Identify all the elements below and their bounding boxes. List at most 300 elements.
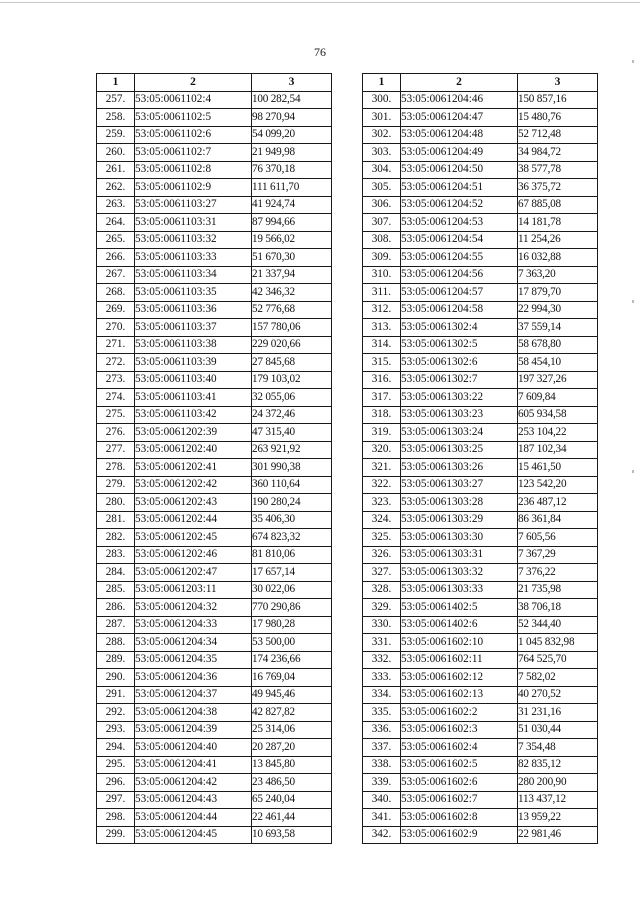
row-number-cell: 322. — [363, 476, 401, 494]
row-number-cell: 272. — [97, 354, 135, 372]
row-number-cell: 289. — [97, 651, 135, 669]
row-number-cell: 337. — [363, 739, 401, 757]
cadastral-number-cell: 53:05:0061204:32 — [135, 599, 252, 617]
table-row — [363, 389, 598, 407]
column-header-number: 1 — [363, 74, 401, 92]
cadastral-number-cell: 53:05:0061102:7 — [135, 144, 252, 162]
value-cell: 22 461,44 — [252, 809, 332, 827]
value-cell: 280 200,90 — [518, 774, 598, 792]
value-cell: 10 693,58 — [252, 826, 332, 844]
cadastral-number-cell: 53:05:0061204:56 — [401, 266, 518, 284]
table-row — [363, 301, 598, 319]
cadastral-number-cell: 53:05:0061204:47 — [401, 109, 518, 127]
cadastral-number-cell: 53:05:0061602:7 — [401, 791, 518, 809]
value-cell: 7 609,84 — [518, 389, 598, 407]
table-row — [363, 739, 598, 757]
cadastral-number-cell: 53:05:0061303:27 — [401, 476, 518, 494]
row-number-cell: 321. — [363, 459, 401, 477]
row-number-cell: 275. — [97, 406, 135, 424]
row-number-cell: 336. — [363, 721, 401, 739]
table-row — [97, 564, 332, 582]
table-row — [97, 249, 332, 267]
value-cell: 51 670,30 — [252, 249, 332, 267]
table-row — [97, 196, 332, 214]
row-number-cell: 277. — [97, 441, 135, 459]
table-row — [97, 581, 332, 599]
value-cell: 15 461,50 — [518, 459, 598, 477]
table-row — [97, 809, 332, 827]
cadastral-number-cell: 53:05:0061303:26 — [401, 459, 518, 477]
row-number-cell: 342. — [363, 826, 401, 844]
table-row — [97, 494, 332, 512]
table-row — [97, 179, 332, 197]
table-row — [363, 669, 598, 687]
cadastral-number-cell: 53:05:0061102:5 — [135, 109, 252, 127]
table-row — [97, 704, 332, 722]
row-number-cell: 270. — [97, 319, 135, 337]
table-row — [97, 651, 332, 669]
parcel-table-left — [96, 73, 332, 844]
table-row — [363, 249, 598, 267]
table-row — [363, 494, 598, 512]
table-row — [363, 809, 598, 827]
row-number-cell: 263. — [97, 196, 135, 214]
value-cell: 11 254,26 — [518, 231, 598, 249]
value-cell: 17 879,70 — [518, 284, 598, 302]
table-row — [363, 564, 598, 582]
table-row — [97, 336, 332, 354]
table-row — [363, 336, 598, 354]
table-row — [97, 774, 332, 792]
table-row — [363, 546, 598, 564]
cadastral-number-cell: 53:05:0061303:24 — [401, 424, 518, 442]
column-header-cadastral-number: 2 — [401, 74, 518, 92]
cadastral-number-cell: 53:05:0061204:43 — [135, 791, 252, 809]
table-row — [363, 231, 598, 249]
table-row — [97, 826, 332, 844]
table-row — [363, 721, 598, 739]
table-row — [97, 599, 332, 617]
table-row — [97, 389, 332, 407]
cadastral-number-cell: 53:05:0061103:31 — [135, 214, 252, 232]
table-row — [363, 161, 598, 179]
value-cell: 30 022,06 — [252, 581, 332, 599]
cadastral-number-cell: 53:05:0061303:29 — [401, 511, 518, 529]
value-cell: 150 857,16 — [518, 91, 598, 109]
table-row — [363, 651, 598, 669]
row-number-cell: 330. — [363, 616, 401, 634]
row-number-cell: 323. — [363, 494, 401, 512]
value-cell: 82 835,12 — [518, 756, 598, 774]
value-cell: 54 099,20 — [252, 126, 332, 144]
table-row — [363, 581, 598, 599]
value-cell: 52 344,40 — [518, 616, 598, 634]
value-cell: 25 314,06 — [252, 721, 332, 739]
value-cell: 15 480,76 — [518, 109, 598, 127]
cadastral-number-cell: 53:05:0061204:54 — [401, 231, 518, 249]
value-cell: 37 559,14 — [518, 319, 598, 337]
row-number-cell: 260. — [97, 144, 135, 162]
row-number-cell: 314. — [363, 336, 401, 354]
table-row — [97, 371, 332, 389]
cadastral-number-cell: 53:05:0061102:6 — [135, 126, 252, 144]
row-number-cell: 327. — [363, 564, 401, 582]
table-row — [363, 196, 598, 214]
value-cell: 13 845,80 — [252, 756, 332, 774]
table-row — [363, 109, 598, 127]
row-number-cell: 265. — [97, 231, 135, 249]
table-row — [97, 266, 332, 284]
table-row — [97, 284, 332, 302]
row-number-cell: 326. — [363, 546, 401, 564]
row-number-cell: 294. — [97, 739, 135, 757]
value-cell: 1 045 832,98 — [518, 634, 598, 652]
value-cell: 179 103,02 — [252, 371, 332, 389]
cadastral-number-cell: 53:05:0061202:40 — [135, 441, 252, 459]
value-cell: 52 712,48 — [518, 126, 598, 144]
table-row — [363, 616, 598, 634]
cadastral-number-cell: 53:05:0061302:7 — [401, 371, 518, 389]
cadastral-number-cell: 53:05:0061204:40 — [135, 739, 252, 757]
table-row — [363, 144, 598, 162]
row-number-cell: 301. — [363, 109, 401, 127]
row-number-cell: 332. — [363, 651, 401, 669]
cadastral-number-cell: 53:05:0061602:10 — [401, 634, 518, 652]
row-number-cell: 282. — [97, 529, 135, 547]
table-row — [363, 826, 598, 844]
table-row — [363, 686, 598, 704]
table-row — [363, 529, 598, 547]
cadastral-number-cell: 53:05:0061204:42 — [135, 774, 252, 792]
table-row — [97, 319, 332, 337]
table-row — [363, 511, 598, 529]
value-cell: 17 980,28 — [252, 616, 332, 634]
cadastral-number-cell: 53:05:0061103:42 — [135, 406, 252, 424]
value-cell: 16 032,88 — [518, 249, 598, 267]
row-number-cell: 280. — [97, 494, 135, 512]
row-number-cell: 286. — [97, 599, 135, 617]
value-cell: 100 282,54 — [252, 91, 332, 109]
cadastral-number-cell: 53:05:0061602:12 — [401, 669, 518, 687]
cadastral-number-cell: 53:05:0061202:41 — [135, 459, 252, 477]
table-row — [97, 791, 332, 809]
table-row — [97, 739, 332, 757]
cadastral-number-cell: 53:05:0061303:28 — [401, 494, 518, 512]
table-row — [97, 161, 332, 179]
cadastral-number-cell: 53:05:0061103:36 — [135, 301, 252, 319]
row-number-cell: 292. — [97, 704, 135, 722]
row-number-cell: 257. — [97, 91, 135, 109]
cadastral-number-cell: 53:05:0061602:6 — [401, 774, 518, 792]
cadastral-number-cell: 53:05:0061204:37 — [135, 686, 252, 704]
value-cell: 27 845,68 — [252, 354, 332, 372]
value-cell: 38 577,78 — [518, 161, 598, 179]
row-number-cell: 276. — [97, 424, 135, 442]
cadastral-number-cell: 53:05:0061602:8 — [401, 809, 518, 827]
value-cell: 38 706,18 — [518, 599, 598, 617]
row-number-cell: 331. — [363, 634, 401, 652]
table-row — [97, 441, 332, 459]
row-number-cell: 312. — [363, 301, 401, 319]
value-cell: 53 500,00 — [252, 634, 332, 652]
row-number-cell: 278. — [97, 459, 135, 477]
table-row — [97, 301, 332, 319]
value-cell: 22 994,30 — [518, 301, 598, 319]
value-cell: 22 981,46 — [518, 826, 598, 844]
row-number-cell: 271. — [97, 336, 135, 354]
cadastral-number-cell: 53:05:0061202:43 — [135, 494, 252, 512]
cadastral-number-cell: 53:05:0061204:33 — [135, 616, 252, 634]
value-cell: 81 810,06 — [252, 546, 332, 564]
row-number-cell: 266. — [97, 249, 135, 267]
table-row — [97, 756, 332, 774]
value-cell: 24 372,46 — [252, 406, 332, 424]
table-row — [363, 354, 598, 372]
row-number-cell: 293. — [97, 721, 135, 739]
value-cell: 157 780,06 — [252, 319, 332, 337]
row-number-cell: 290. — [97, 669, 135, 687]
cadastral-number-cell: 53:05:0061103:37 — [135, 319, 252, 337]
cadastral-number-cell: 53:05:0061402:6 — [401, 616, 518, 634]
value-cell: 190 280,24 — [252, 494, 332, 512]
scan-margin-mark — [632, 300, 634, 303]
row-number-cell: 319. — [363, 424, 401, 442]
value-cell: 301 990,38 — [252, 459, 332, 477]
row-number-cell: 298. — [97, 809, 135, 827]
row-number-cell: 311. — [363, 284, 401, 302]
value-cell: 7 354,48 — [518, 739, 598, 757]
column-header-cadastral-number: 2 — [135, 74, 252, 92]
cadastral-number-cell: 53:05:0061204:44 — [135, 809, 252, 827]
scan-margin-mark — [632, 60, 634, 63]
column-header-value: 3 — [518, 74, 598, 92]
value-cell: 14 181,78 — [518, 214, 598, 232]
table-row — [363, 704, 598, 722]
cadastral-number-cell: 53:05:0061103:40 — [135, 371, 252, 389]
value-cell: 67 885,08 — [518, 196, 598, 214]
table-row — [97, 476, 332, 494]
value-cell: 19 566,02 — [252, 231, 332, 249]
row-number-cell: 264. — [97, 214, 135, 232]
row-number-cell: 316. — [363, 371, 401, 389]
cadastral-number-cell: 53:05:0061204:41 — [135, 756, 252, 774]
row-number-cell: 334. — [363, 686, 401, 704]
cadastral-number-cell: 53:05:0061103:32 — [135, 231, 252, 249]
value-cell: 52 776,68 — [252, 301, 332, 319]
page-number: 76 — [314, 45, 326, 59]
row-number-cell: 339. — [363, 774, 401, 792]
row-number-cell: 291. — [97, 686, 135, 704]
value-cell: 174 236,66 — [252, 651, 332, 669]
cadastral-number-cell: 53:05:0061103:41 — [135, 389, 252, 407]
value-cell: 51 030,44 — [518, 721, 598, 739]
cadastral-number-cell: 53:05:0061602:5 — [401, 756, 518, 774]
row-number-cell: 325. — [363, 529, 401, 547]
row-number-cell: 279. — [97, 476, 135, 494]
value-cell: 86 361,84 — [518, 511, 598, 529]
value-cell: 65 240,04 — [252, 791, 332, 809]
cadastral-number-cell: 53:05:0061303:22 — [401, 389, 518, 407]
value-cell: 21 735,98 — [518, 581, 598, 599]
row-number-cell: 341. — [363, 809, 401, 827]
row-number-cell: 267. — [97, 266, 135, 284]
value-cell: 7 363,20 — [518, 266, 598, 284]
cadastral-number-cell: 53:05:0061602:13 — [401, 686, 518, 704]
value-cell: 764 525,70 — [518, 651, 598, 669]
table-row — [97, 546, 332, 564]
cadastral-number-cell: 53:05:0061302:6 — [401, 354, 518, 372]
table-row — [363, 756, 598, 774]
table-row — [363, 634, 598, 652]
value-cell: 21 337,94 — [252, 266, 332, 284]
row-number-cell: 307. — [363, 214, 401, 232]
table-row — [363, 266, 598, 284]
cadastral-number-cell: 53:05:0061204:58 — [401, 301, 518, 319]
cadastral-number-cell: 53:05:0061103:35 — [135, 284, 252, 302]
value-cell: 674 823,32 — [252, 529, 332, 547]
row-number-cell: 313. — [363, 319, 401, 337]
row-number-cell: 318. — [363, 406, 401, 424]
cadastral-number-cell: 53:05:0061202:46 — [135, 546, 252, 564]
value-cell: 13 959,22 — [518, 809, 598, 827]
cadastral-number-cell: 53:05:0061103:34 — [135, 266, 252, 284]
cadastral-number-cell: 53:05:0061602:3 — [401, 721, 518, 739]
row-number-cell: 283. — [97, 546, 135, 564]
value-cell: 187 102,34 — [518, 441, 598, 459]
value-cell: 20 287,20 — [252, 739, 332, 757]
cadastral-number-cell: 53:05:0061103:39 — [135, 354, 252, 372]
row-number-cell: 309. — [363, 249, 401, 267]
table-row — [363, 284, 598, 302]
row-number-cell: 258. — [97, 109, 135, 127]
row-number-cell: 315. — [363, 354, 401, 372]
table-row — [97, 511, 332, 529]
row-number-cell: 281. — [97, 511, 135, 529]
value-cell: 31 231,16 — [518, 704, 598, 722]
column-header-number: 1 — [97, 74, 135, 92]
table-row — [363, 791, 598, 809]
cadastral-number-cell: 53:05:0061602:4 — [401, 739, 518, 757]
table-row — [97, 144, 332, 162]
row-number-cell: 304. — [363, 161, 401, 179]
value-cell: 263 921,92 — [252, 441, 332, 459]
cadastral-number-cell: 53:05:0061102:9 — [135, 179, 252, 197]
row-number-cell: 261. — [97, 161, 135, 179]
cadastral-number-cell: 53:05:0061202:42 — [135, 476, 252, 494]
table-row — [363, 126, 598, 144]
value-cell: 17 657,14 — [252, 564, 332, 582]
table-header-row — [97, 74, 332, 92]
cadastral-number-cell: 53:05:0061204:57 — [401, 284, 518, 302]
table-row — [363, 424, 598, 442]
table-row — [363, 476, 598, 494]
cadastral-number-cell: 53:05:0061303:30 — [401, 529, 518, 547]
table-row — [97, 459, 332, 477]
row-number-cell: 269. — [97, 301, 135, 319]
value-cell: 111 611,70 — [252, 179, 332, 197]
value-cell: 58 454,10 — [518, 354, 598, 372]
cadastral-number-cell: 53:05:0061202:39 — [135, 424, 252, 442]
cadastral-number-cell: 53:05:0061204:46 — [401, 91, 518, 109]
value-cell: 36 375,72 — [518, 179, 598, 197]
row-number-cell: 274. — [97, 389, 135, 407]
value-cell: 98 270,94 — [252, 109, 332, 127]
value-cell: 236 487,12 — [518, 494, 598, 512]
row-number-cell: 259. — [97, 126, 135, 144]
row-number-cell: 262. — [97, 179, 135, 197]
cadastral-number-cell: 53:05:0061602:9 — [401, 826, 518, 844]
value-cell: 49 945,46 — [252, 686, 332, 704]
value-cell: 770 290,86 — [252, 599, 332, 617]
cadastral-number-cell: 53:05:0061303:31 — [401, 546, 518, 564]
value-cell: 58 678,80 — [518, 336, 598, 354]
row-number-cell: 288. — [97, 634, 135, 652]
scan-margin-mark — [632, 470, 634, 473]
table-row — [97, 634, 332, 652]
cadastral-number-cell: 53:05:0061204:48 — [401, 126, 518, 144]
value-cell: 253 104,22 — [518, 424, 598, 442]
value-cell: 197 327,26 — [518, 371, 598, 389]
row-number-cell: 328. — [363, 581, 401, 599]
cadastral-number-cell: 53:05:0061204:49 — [401, 144, 518, 162]
cadastral-number-cell: 53:05:0061103:27 — [135, 196, 252, 214]
row-number-cell: 287. — [97, 616, 135, 634]
row-number-cell: 320. — [363, 441, 401, 459]
row-number-cell: 340. — [363, 791, 401, 809]
value-cell: 229 020,66 — [252, 336, 332, 354]
cadastral-number-cell: 53:05:0061303:33 — [401, 581, 518, 599]
row-number-cell: 299. — [97, 826, 135, 844]
cadastral-number-cell: 53:05:0061202:45 — [135, 529, 252, 547]
table-row — [363, 91, 598, 109]
cadastral-number-cell: 53:05:0061302:4 — [401, 319, 518, 337]
row-number-cell: 338. — [363, 756, 401, 774]
row-number-cell: 285. — [97, 581, 135, 599]
cadastral-number-cell: 53:05:0061303:25 — [401, 441, 518, 459]
cadastral-number-cell: 53:05:0061204:35 — [135, 651, 252, 669]
value-cell: 605 934,58 — [518, 406, 598, 424]
value-cell: 123 542,20 — [518, 476, 598, 494]
table-row — [97, 424, 332, 442]
value-cell: 7 376,22 — [518, 564, 598, 582]
cadastral-number-cell: 53:05:0061204:52 — [401, 196, 518, 214]
table-row — [363, 599, 598, 617]
table-row — [97, 354, 332, 372]
value-cell: 40 270,52 — [518, 686, 598, 704]
value-cell: 113 437,12 — [518, 791, 598, 809]
table-row — [97, 406, 332, 424]
table-row — [363, 406, 598, 424]
value-cell: 47 315,40 — [252, 424, 332, 442]
table-row — [363, 214, 598, 232]
row-number-cell: 324. — [363, 511, 401, 529]
table-row — [97, 91, 332, 109]
value-cell: 87 994,66 — [252, 214, 332, 232]
table-row — [363, 774, 598, 792]
row-number-cell: 308. — [363, 231, 401, 249]
row-number-cell: 329. — [363, 599, 401, 617]
cadastral-number-cell: 53:05:0061102:8 — [135, 161, 252, 179]
value-cell: 76 370,18 — [252, 161, 332, 179]
row-number-cell: 297. — [97, 791, 135, 809]
cadastral-number-cell: 53:05:0061204:45 — [135, 826, 252, 844]
cadastral-number-cell: 53:05:0061103:38 — [135, 336, 252, 354]
value-cell: 41 924,74 — [252, 196, 332, 214]
value-cell: 21 949,98 — [252, 144, 332, 162]
cadastral-number-cell: 53:05:0061204:51 — [401, 179, 518, 197]
table-row — [97, 231, 332, 249]
row-number-cell: 317. — [363, 389, 401, 407]
